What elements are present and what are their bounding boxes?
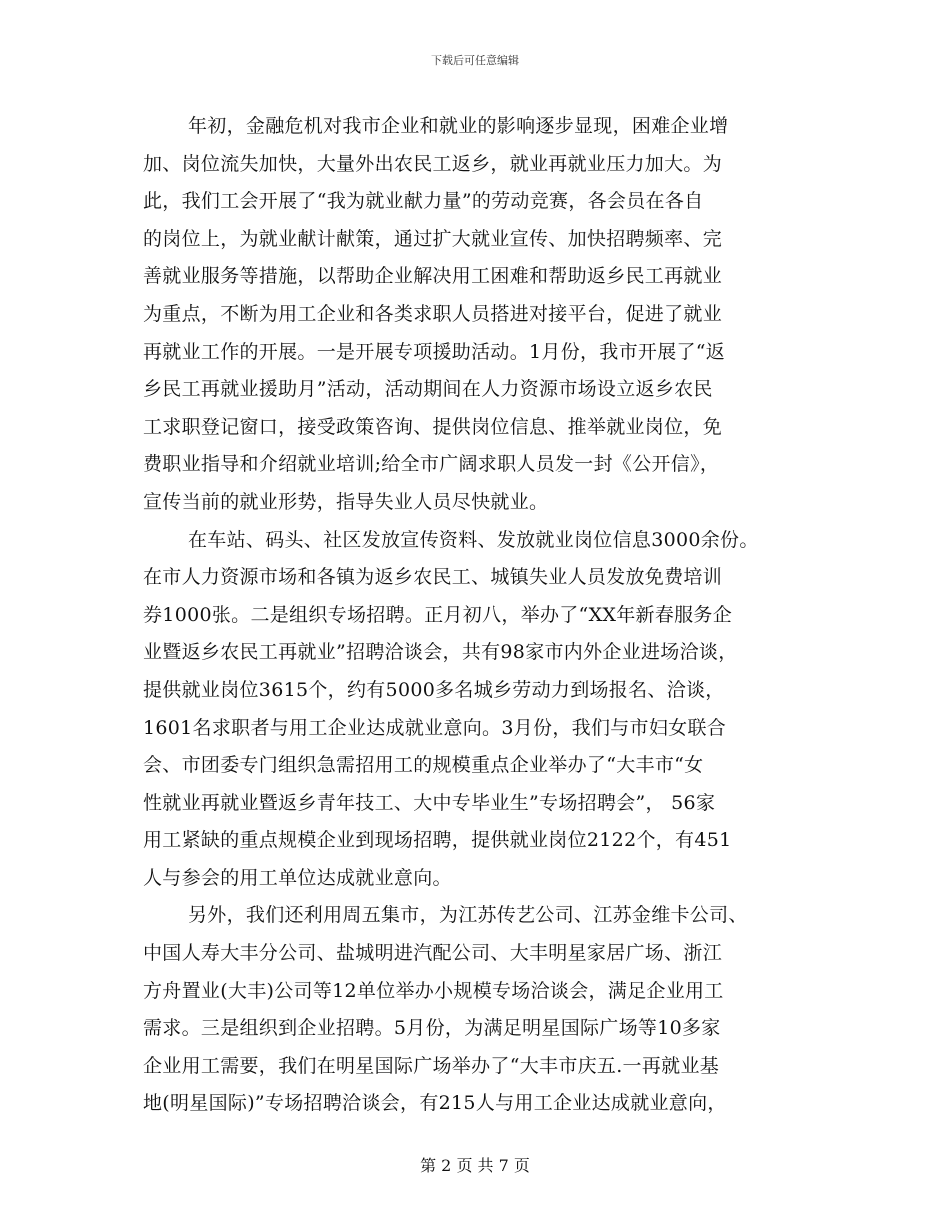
text-line: 方舟置业(大丰)公司等12单位举办小规模专场洽谈会，满足企业用工 bbox=[143, 979, 724, 1002]
text-line: 中国人寿大丰分公司、盐城明进汽配公司、大丰明星家居广场、浙江 bbox=[143, 942, 723, 965]
text-line: 另外，我们还利用周五集市，为江苏传艺公司、江苏金维卡公司、 bbox=[188, 904, 748, 927]
text-line: 在市人力资源市场和各镇为返乡农民工、城镇失业人员发放免费培训 bbox=[143, 566, 723, 589]
page-number: 第 2 页 共 7 页 bbox=[420, 1156, 530, 1175]
text-line: 为重点，不断为用工企业和各类求职人员搭进对接平台，促进了就业 bbox=[143, 302, 723, 325]
text-line: 提供就业岗位3615个，约有5000多名城乡劳动力到场报名、洽谈， bbox=[143, 678, 725, 701]
text-line: 工求职登记窗口，接受政策咨询、提供岗位信息、推举就业岗位，免 bbox=[143, 415, 723, 438]
text-line: 宣传当前的就业形势，指导失业人员尽快就业。 bbox=[143, 490, 549, 513]
text-line: 年初，金融危机对我市企业和就业的影响逐步显现，困难企业增 bbox=[188, 115, 729, 137]
text-line: 需求。三是组织到企业招聘。5月份，为满足明星国际广场等10多家 bbox=[143, 1017, 721, 1040]
text-line: 人与参会的用工单位达成就业意向。 bbox=[143, 866, 452, 889]
text-line: 再就业工作的开展。一是开展专项援助活动。1月份，我市开展了“返 bbox=[143, 340, 726, 363]
text-line: 费职业指导和介绍就业培训;给全市广阔求职人员发一封《公开信》， bbox=[143, 453, 720, 476]
text-line: 1601名求职者与用工企业达成就业意向。3月份，我们与市妇女联合 bbox=[143, 716, 727, 739]
text-line: 在车站、码头、社区发放宣传资料、发放就业岗位信息3000余份。 bbox=[188, 528, 759, 551]
text-line: 券1000张。二是组织专场招聘。正月初八，举办了“XX年新春服务企 bbox=[143, 603, 733, 626]
text-line: 的岗位上，为就业献计献策，通过扩大就业宣传、加快招聘频率、完 bbox=[143, 227, 723, 250]
header-note: 下载后可任意编辑 bbox=[431, 54, 519, 67]
text-line: 企业用工需要，我们在明星国际广场举办了“大丰市庆五.一再就业基 bbox=[143, 1054, 720, 1077]
text-line: 善就业服务等措施，以帮助企业解决用工困难和帮助返乡民工再就业 bbox=[143, 265, 723, 288]
text-line: 乡民工再就业援助月”活动，活动期间在人力资源市场设立返乡农民 bbox=[143, 378, 713, 401]
text-line: 业暨返乡农民工再就业”招聘洽谈会，共有98家市内外企业进场洽谈， bbox=[143, 641, 738, 664]
text-line: 会、市团委专门组织急需招用工的规模重点企业举办了“大丰市“女 bbox=[143, 754, 704, 777]
text-line: 地(明星国际)”专场招聘洽谈会，有215人与用工企业达成就业意向， bbox=[143, 1092, 727, 1115]
document-body bbox=[143, 108, 823, 1123]
text-line: 性就业再就业暨返乡青年技工、大中专毕业生”专场招聘会”， 56家 bbox=[143, 791, 716, 814]
text-line: 加、岗位流失加快，大量外出农民工返乡，就业再就业压力加大。为 bbox=[143, 152, 723, 175]
text-line: 用工紧缺的重点规模企业到现场招聘，提供就业岗位2122个，有451 bbox=[143, 829, 732, 852]
text-line: 此，我们工会开展了“我为就业献力量”的劳动竞赛，各会员在各自 bbox=[143, 190, 704, 213]
